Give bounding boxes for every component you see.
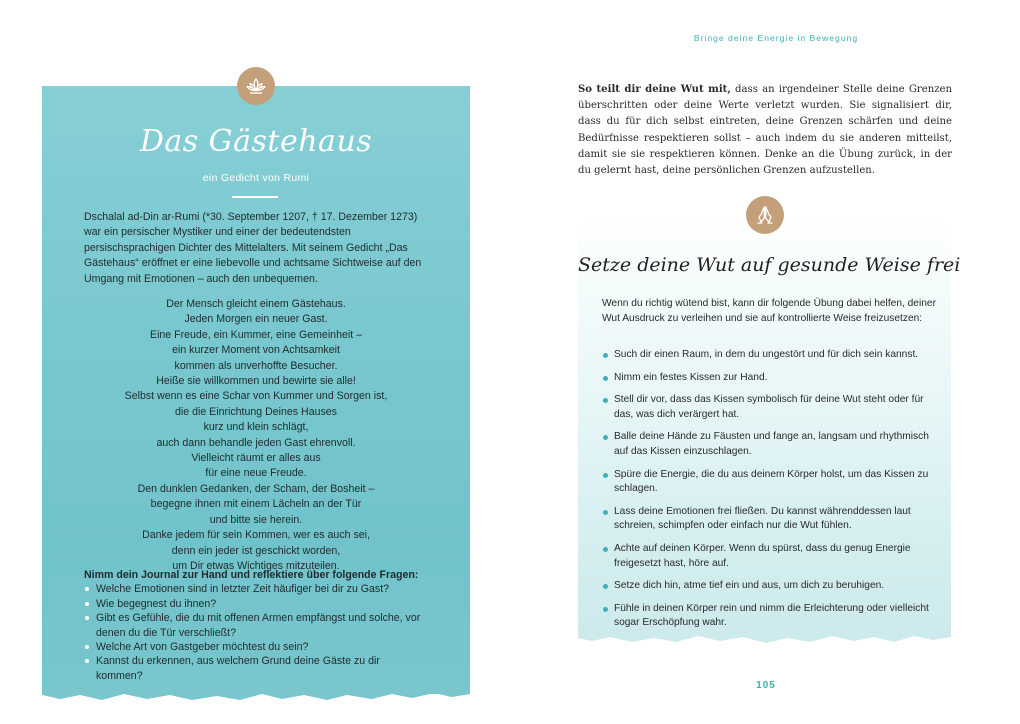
question-list bbox=[84, 582, 428, 683]
page-number: 105 bbox=[756, 680, 776, 691]
step-item: Such dir einen Raum, in dem du ungestört und für dich sein kannst. bbox=[602, 348, 937, 363]
poem-line: Jeden Morgen ein neuer Gast. bbox=[184, 313, 328, 326]
step-item: Fühle in deinen Körper rein und nimm die Erleichterung oder vielleicht sogar Erschöpfung wahr. bbox=[602, 602, 937, 631]
question-item: Gibt es Gefühle, die du mit offenen Armen empfängst und solche, vor denen du die Tür verschließt? bbox=[84, 611, 428, 640]
poem-line: kurz und klein schlägt, bbox=[203, 421, 309, 434]
poem-line: begegne ihnen mit einem Lächeln an der Tür bbox=[150, 498, 362, 511]
question-item: Wie begegnest du ihnen? bbox=[84, 597, 428, 611]
step-item: Stell dir vor, dass das Kissen symbolisch für deine Wut steht oder für das, was dich verärgert hat. bbox=[602, 393, 937, 422]
praying-hands-icon bbox=[753, 203, 777, 227]
poem-line: kommen als unverhoffte Besucher. bbox=[174, 359, 338, 372]
step-item: Setze dich hin, atme tief ein und aus, um dich zu beruhigen. bbox=[602, 579, 937, 594]
journal-section bbox=[84, 568, 428, 683]
question-item: Welche Art von Gastgeber möchtest du sein? bbox=[84, 640, 428, 654]
poem-line: Danke jedem für sein Kommen, wer es auch sei, bbox=[142, 529, 370, 542]
poem-line: Eine Freude, ein Kummer, eine Gemeinheit – bbox=[150, 328, 362, 341]
step-item: Balle deine Hände zu Fäusten und fange an, langsam und rhythmisch auf das Kissen einzuschlagen. bbox=[602, 430, 937, 459]
journal-heading: Nimm dein Journal zur Hand und reflektiere über folgende Fragen: bbox=[84, 569, 419, 581]
lotus-icon bbox=[244, 74, 268, 98]
body-lead-in: So teilt dir deine Wut mit, bbox=[578, 84, 731, 95]
intro-paragraph: Dschalal ad-Din ar-Rumi (*30. September 1207, † 17. Dezember 1273) war ein persischer Mystiker und einer der bedeutendsten persischsprachigen Dichter des Mittelalters. Mit seinem Gedicht „Das Gästehaus“ eröffnet er eine liebevolle und achtsame Sichtweise auf den Umgang mit Emotionen – auch den unbequemen. bbox=[84, 211, 422, 285]
poem-line: die die Einrichtung Deines Hauses bbox=[175, 405, 337, 418]
question-item: Kannst du erkennen, aus welchem Grund deine Gäste zu dir kommen? bbox=[84, 654, 428, 683]
step-item: Achte auf deinen Körper. Wenn du spürst, dass du genug Energie freigesetzt hast, höre auf. bbox=[602, 542, 937, 571]
poem-title: Das Gästehaus bbox=[139, 124, 373, 159]
poem-line: und bitte sie herein. bbox=[209, 513, 303, 526]
exercise-steps bbox=[602, 348, 937, 639]
right-page bbox=[510, 0, 1020, 724]
poem-subtitle: ein Gedicht von Rumi bbox=[202, 172, 310, 184]
body-rest: dass an irgendeiner Stelle deine Grenzen überschritten oder deine Werte verletzt wurden. Sie signalisiert dir, dass du für dich selbst eintreten, deine Grenzen schärfen und deine Bedürfnisse respektieren sollst – auch indem du sie anderen mitteilst, damit sie sie respektieren können. Denke an die Übung zurück, in der du gelernt hast, deine persönlichen Grenzen aufzustellen. bbox=[578, 84, 952, 177]
poem-line: Heiße sie willkommen und bewirte sie alle! bbox=[156, 375, 356, 388]
poem-line: auch dann behandle jeden Gast ehrenvoll. bbox=[156, 436, 356, 449]
poem-line: Den dunklen Gedanken, der Scham, der Bosheit – bbox=[137, 482, 375, 495]
poem-line: Vielleicht räumt er alles aus bbox=[191, 452, 321, 465]
poem-line: Selbst wenn es eine Schar von Kummer und Sorgen ist, bbox=[124, 390, 388, 403]
poem-line: ein kurzer Moment von Achtsamkeit bbox=[172, 344, 340, 357]
exercise-title: Setze deine Wut auf gesunde Weise frei bbox=[578, 254, 961, 276]
exercise-intro: Wenn du richtig wütend bist, kann dir folgende Übung dabei helfen, deiner Wut Ausdruck zu verleihen und sie auf kontrollierte Weise freizusetzen: bbox=[602, 298, 936, 324]
poem-line: Der Mensch gleicht einem Gästehaus. bbox=[166, 298, 346, 310]
body-paragraph bbox=[578, 82, 952, 179]
step-item: Nimm ein festes Kissen zur Hand. bbox=[602, 371, 937, 386]
poem-line: für eine neue Freude. bbox=[205, 467, 307, 480]
step-item: Spüre die Energie, die du aus deinem Körper holst, um das Kissen zu schlagen. bbox=[602, 468, 937, 497]
step-item: Lass deine Emotionen frei fließen. Du kannst währenddessen laut schreien, schimpfen oder einfach nur die Wut fühlen. bbox=[602, 505, 937, 534]
question-item: Welche Emotionen sind in letzter Zeit häufiger bei dir zu Gast? bbox=[84, 582, 428, 596]
torn-edge-left bbox=[42, 688, 470, 702]
title-divider bbox=[232, 196, 278, 198]
lotus-medallion bbox=[237, 67, 275, 105]
poem-line: um Dir etwas Wichtiges mitzuteilen. bbox=[172, 559, 340, 572]
praying-hands-medallion bbox=[746, 196, 784, 234]
poem-line: denn ein jeder ist geschickt worden, bbox=[171, 544, 341, 557]
running-head: Bringe deine Energie in Bewegung bbox=[693, 33, 859, 43]
poem-text bbox=[84, 297, 428, 574]
